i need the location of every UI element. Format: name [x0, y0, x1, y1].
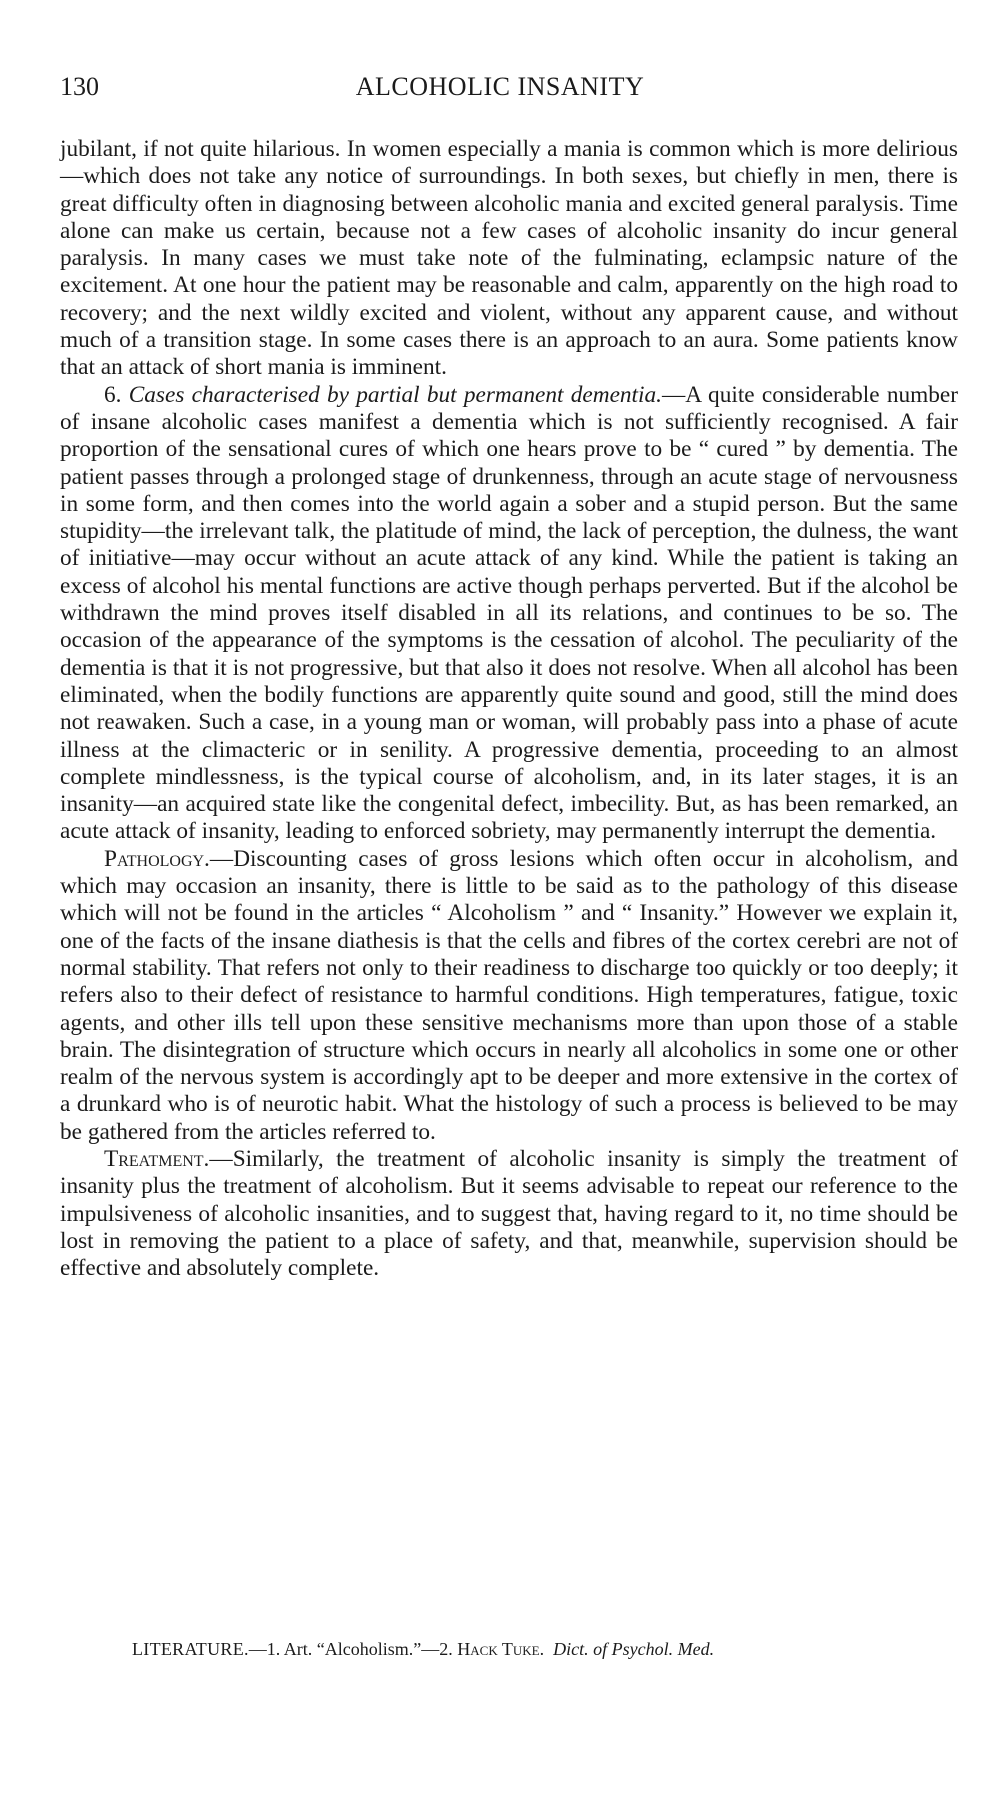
- paragraph-mania-continued: jubilant, if not quite hilarious. In women especially a mania is common which is more delirious—which does not take any notice of surroundings. In both sexes, but chiefly in men, there is great difficulty often in diagnosing between alcoholic mania and excited general paralysis. Time alone can make us certain, because not a few cases of alcoholic insanity do incur general paralysis. In many cases we must take note of the fulminating, eclampsic nature of the excitement. At one hour the patient may be reasonable and calm, apparently on the high road to recovery; and the next wildly excited and violent, without any apparent cause, and without much of a transition stage. In some cases there is an approach to an aura. Some patients know that an attack of short mania is imminent.: [60, 136, 958, 381]
- page-number: 130: [60, 72, 99, 101]
- section-text-dementia: —A quite considerable number of insane alcoholic cases manifest a dementia which is not sufficiently recognised. A fair proportion of the sensational cures of which one hears prove to be “ cured ” by dementia. The patient passes through a prolonged stage of drunkenness, through an acute stage of nervousness in some form, and then comes into the world again a sober and a stupid person. But the same stupidity—the irrelevant talk, the platitude of mind, the lack of perception, the dulness, the want of initiative—may occur without an acute attack of any kind. While the patient is taking an excess of alcohol his mental functions are active though perhaps perverted. But if the alcohol be withdrawn the mind proves itself disabled in all its relations, and continues to be so. The occasion of the appearance of the symptoms is the cessation of alcohol. The peculiarity of the dementia is that it is not progressive, but that also it does not resolve. When all alcohol has been eliminated, when the bodily functions are apparently quite sound and good, still the mind does not reawaken. Such a case, in a young man or woman, will probably pass into a phase of acute illness at the climacteric or in senility. A progressive dementia, proceeding to an almost complete mindlessness, is the typical course of alcoholism, and, in its later stages, it is an insanity—an acquired state like the congenital defect, imbecility. But, as has been remarked, an acute attack of insanity, leading to enforced sobriety, may permanently interrupt the dementia.: [60, 381, 959, 845]
- section-text-treatment: —Similarly, the treatment of alcoholic insanity is simply the treatment of insanity plus the treatment of alcoholism. But it seems advisable to repeat our reference to the impulsiveness of alcoholic insanities, and to suggest that, having regard to it, no time should be lost in removing the patient to a place of safety, and that, meanwhile, supervision should be effective and absolutely complete.: [60, 1145, 958, 1282]
- literature-label: LITERATURE.: [132, 1639, 249, 1659]
- page-header: [60, 72, 940, 112]
- literature-author: Hack Tuke.: [457, 1639, 545, 1659]
- literature-entry: —1. Art. “Alcoholism.”—2.: [248, 1639, 453, 1659]
- running-title: ALCOHOLIC INSANITY: [355, 72, 645, 101]
- literature-references: [60, 1637, 958, 1661]
- section-text-pathology: —Discounting cases of gross lesions which often occur in alcoholism, and which may occasion an insanity, there is little to be said as to the pathology of this disease which will not be found in the articles “ Alcoholism ” and “ Insanity.” However we explain it, one of the facts of the insane diathesis is that the cells and fibres of the cortex cerebri are not of normal stability. That refers not only to their readiness to discharge too quickly or too deeply; it refers also to their defect of resistance to harmful conditions. High temperatures, fatigue, toxic agents, and other ills tell upon these sensitive mechanisms more than upon those of a stable brain. The disintegration of structure which occurs in nearly all alcoholics in some one or other realm of the nervous system is accordingly apt to be deeper and more extensive in the cortex of a drunkard who is of neurotic habit. What the histology of such a process is believed to be may be gathered from the articles referred to.: [60, 845, 958, 1145]
- section-heading-pathology: Pathology.: [104, 845, 210, 872]
- section-heading-dementia: Cases characterised by partial but permanent dementia.: [128, 381, 662, 408]
- body-text: [60, 136, 958, 1282]
- literature-source: Dict. of Psychol. Med.: [553, 1639, 715, 1659]
- paragraph-pathology: [60, 846, 958, 1146]
- paragraph-dementia-cases: [60, 382, 958, 846]
- section-heading-treatment: Treatment.: [104, 1145, 210, 1172]
- section-number: 6.: [104, 381, 122, 408]
- paragraph-treatment: [60, 1146, 958, 1282]
